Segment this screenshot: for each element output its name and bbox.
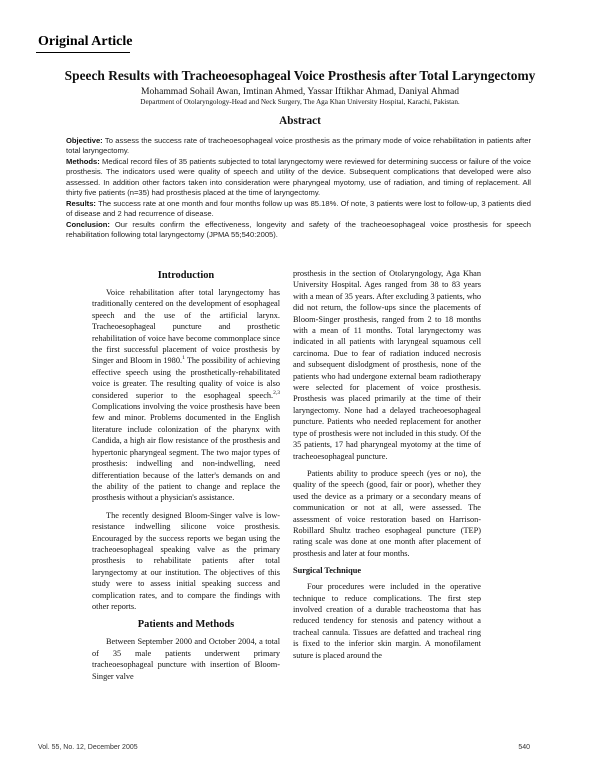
section-label: Original Article [38,34,133,49]
surgical-technique-paragraph: Four procedures were included in the operative technique to reduce complications. The first step involved creation of a durable tracheostoma that has reduced tendency for stenosis and patency without a tracheal cannula. Tissues are defatted and tracheal ring is fixed to the inferior skin margin. A monofilament suture is placed around the [293,582,481,660]
assessment-paragraph: Patients ability to produce speech (yes or no), the quality of the speech (good, fair or poor), whether they used the device as a primary or a secondary means of communication or not at all, were assessed. The assessment of voice restoration based on Harrison-Robillard Shultz tracheo esophageal puncture (TEP) rating scale was done at one month after placement of prosthesis and later at four months. [293,468,481,558]
abstract-heading: Abstract [279,115,321,127]
abstract-conclusion-text: Our results confirm the effectiveness, longevity and safety of the tracheoesophageal voice prosthesis for speech rehabilitation following total laryngectomy (JPMA 55;540:2005). [66,219,531,240]
abstract-methods [66,157,531,198]
patients-methods-continuation: prosthesis in the section of Otolaryngology, Aga Khan University Hospital. Ages ranged from 38 to 83 years with a mean of 35 years. After excluding 3 patients, who did not return, the follow-ups since the placements of Bloom-Singer prosthesis, ranged from 2 to 18 months with a mean of 11 months. Total laryngectomy was indicated in all patients with laryngeal squamous cell carcinoma. Due to fear of radiation induced necrosis and subsequent dislodgment of prosthesis, none of the patients who had undergone external beam radiotherapy were selected for placement of voice prosthesis. Prosthesis was placed primarily at the time of their laryngectomy. None had a delayed tracheoesophageal puncture. Patients who needed replacement for another type of prosthesis were not included in this study. Of the 35 patients, 17 had pharyngeal myotomy at the time of tracheoesophageal puncture. [293,269,482,461]
citation-ref-2-3: 2,3 [273,389,280,396]
patients-methods-heading: Patients and Methods [137,619,235,631]
patients-methods-paragraph-1: Between September 2000 and October 2004, a total of 35 male patients underwent primary tracheoesophageal puncture with insertion of Bloom-Singer valve [92,637,280,681]
abstract-body [66,136,531,241]
author-list: Mohammad Sohail Awan, Imtinan Ahmed, Yassar Iftikhar Ahmad, Daniyal Ahmad [140,86,460,97]
abstract-methods-label: Methods: [66,157,100,167]
intro-text-part-1: Voice rehabilitation after total laryngectomy has traditionally centered on the development of esophageal speech and the use of the artificial larynx. Tracheoesophageal puncture and prosthetic rehabilitation of voice have become commonplace since the first successful placement of voice prosthesis by Singer and Bloom in 1980. [92,288,280,366]
abstract-objective-text: To assess the success rate of tracheoesophageal voice prosthesis as the primary mode of voice rehabilitation in patients after total laryngectomy. [66,136,531,156]
introduction-paragraph-1 [92,287,280,504]
abstract-results [66,199,531,220]
introduction-paragraph-2: The recently designed Bloom-Singer valve is low-resistance indwelling silicone voice prosthesis. Encouraged by the success reports we began using the tracheoesophageal speaking valve as the primary prosthesis to rehabilitate patients after total laryngectomy at our institution. The objectives of this study were to assess initial speaking success and complication rates, and to compare the findings with other reports. [92,510,280,611]
abstract-objective [66,136,531,157]
intro-text-part-3: Complications involving the voice prosthesis have been few and minor. Problems documented in the English literature include colonization of the pharynx with Candida, a high air flow resistance of the prosthesis and hypertonic pharyngeal segment. The two major types of prosthesis: indwelling and non-indwelling, need differentiation because of the latter's demands on and the ability of the patient to change and replace the prosthesis without a physician's assistance. [92,402,280,503]
page-number: 540 [518,744,530,751]
article-title: Speech Results with Tracheoesophageal Voice Prosthesis after Total Laryngectomy [64,68,536,83]
body-column-left [92,268,280,682]
abstract-results-text: The success rate at one month and four months follow up was 85.18%. Of note, 3 patients were lost to follow-up, 3 patients died of disease and 2 had recurrence of disease. [66,198,531,219]
author-affiliation: Department of Otolaryngology-Head and Neck Surgery, The Aga Khan University Hospital, Karachi, Pakistan. [140,98,460,106]
abstract-methods-text: Medical record files of 35 patients subjected to total laryngectomy were reviewed for determining success or failure of the voice prosthesis. The indicators used were quality of speech and utility of the device. Subsequent complications that developed were also assessed. In addition other factors taken into consideration were pharyngeal myotomy, use of radiation, and timing of replacement. All thirty five patients (n=35) had prosthesis placed at the time of laryngectomy. [66,157,531,197]
surgical-technique-heading: Surgical Technique [293,566,362,576]
citation-ref-1: 1 [182,355,185,362]
journal-footer: Vol. 55, No. 12, December 2005 [38,744,138,751]
abstract-conclusion-label: Conclusion: [66,219,110,229]
intro-text-part-2: The possibility of achieving effective speech using the prosthetically-rehabilitated voice is greater. The resulting quality of voice is also considered superior to the esophageal speech. [92,356,280,400]
introduction-heading: Introduction [157,270,215,281]
abstract-results-label: Results: [66,198,96,208]
section-label-underline [36,52,130,53]
body-column-right [293,268,481,661]
abstract-objective-label: Objective: [66,136,103,145]
abstract-conclusion [66,220,531,241]
